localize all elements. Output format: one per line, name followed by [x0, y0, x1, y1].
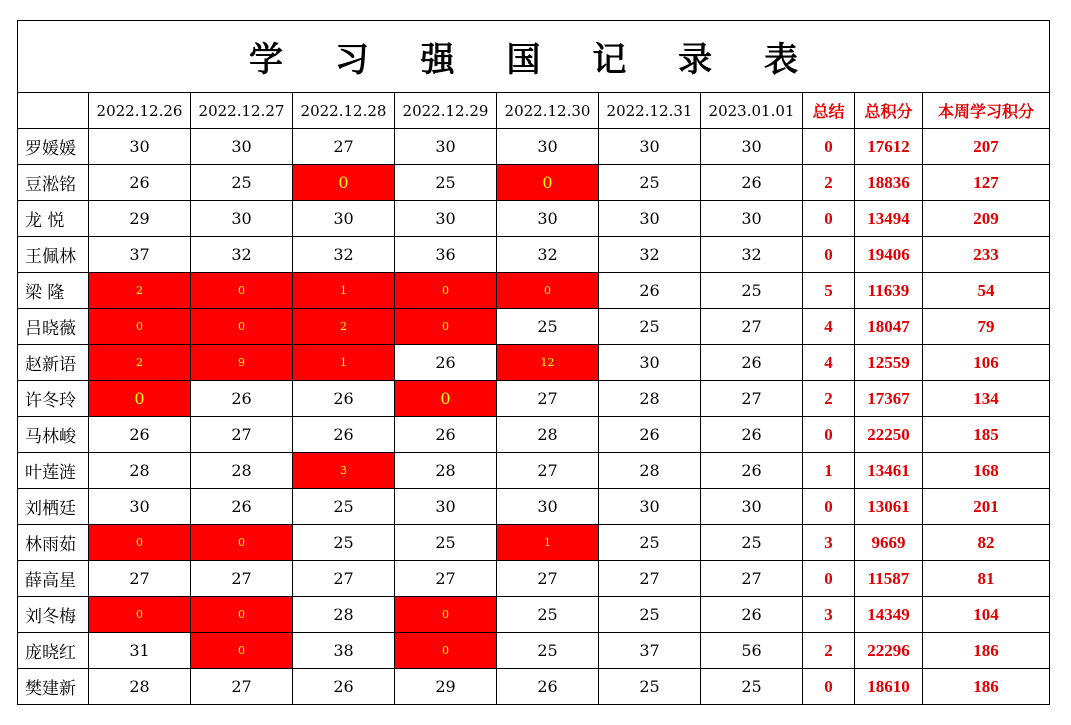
- total-points-cell: 11587: [855, 561, 923, 597]
- daily-score-cell: 30: [599, 489, 701, 525]
- daily-score-cell: 32: [701, 237, 803, 273]
- daily-score-cell: 0: [497, 165, 599, 201]
- daily-score-cell: 26: [293, 669, 395, 705]
- weekly-points-cell: 185: [923, 417, 1050, 453]
- summary-cell: 3: [803, 525, 855, 561]
- daily-score-cell: 32: [191, 237, 293, 273]
- daily-score-cell: 25: [395, 525, 497, 561]
- daily-score-cell: 26: [701, 417, 803, 453]
- weekly-points-cell: 81: [923, 561, 1050, 597]
- total-points-cell: 22250: [855, 417, 923, 453]
- header-summary: 总结: [803, 93, 855, 129]
- daily-score-cell: 1: [293, 345, 395, 381]
- weekly-points-cell: 186: [923, 669, 1050, 705]
- header-weekly-points: 本周学习积分: [923, 93, 1050, 129]
- daily-score-cell: 2: [293, 309, 395, 345]
- daily-score-cell: 0: [191, 597, 293, 633]
- daily-score-cell: 27: [701, 309, 803, 345]
- total-points-cell: 17367: [855, 381, 923, 417]
- daily-score-cell: 28: [293, 597, 395, 633]
- daily-score-cell: 28: [89, 453, 191, 489]
- table-row: [18, 669, 1050, 705]
- total-points-cell: 14349: [855, 597, 923, 633]
- student-name: 许冬玲: [18, 381, 89, 417]
- summary-cell: 5: [803, 273, 855, 309]
- summary-cell: 3: [803, 597, 855, 633]
- student-name: 豆淞铭: [18, 165, 89, 201]
- daily-score-cell: 37: [599, 633, 701, 669]
- daily-score-cell: 25: [599, 669, 701, 705]
- daily-score-cell: 27: [701, 381, 803, 417]
- summary-cell: 4: [803, 309, 855, 345]
- total-points-cell: 13061: [855, 489, 923, 525]
- header-date: 2022.12.28: [293, 93, 395, 129]
- summary-cell: 0: [803, 417, 855, 453]
- weekly-points-cell: 186: [923, 633, 1050, 669]
- header-date: 2023.01.01: [701, 93, 803, 129]
- total-points-cell: 9669: [855, 525, 923, 561]
- table-row: [18, 561, 1050, 597]
- table-row: [18, 417, 1050, 453]
- weekly-points-cell: 104: [923, 597, 1050, 633]
- table-row: [18, 345, 1050, 381]
- student-name: 罗媛媛: [18, 129, 89, 165]
- daily-score-cell: 3: [293, 453, 395, 489]
- daily-score-cell: 29: [395, 669, 497, 705]
- table-row: [18, 129, 1050, 165]
- daily-score-cell: 30: [599, 129, 701, 165]
- daily-score-cell: 32: [293, 237, 395, 273]
- daily-score-cell: 56: [701, 633, 803, 669]
- daily-score-cell: 26: [701, 165, 803, 201]
- student-name: 刘栖廷: [18, 489, 89, 525]
- daily-score-cell: 27: [497, 381, 599, 417]
- summary-cell: 0: [803, 201, 855, 237]
- daily-score-cell: 26: [89, 165, 191, 201]
- daily-score-cell: 28: [89, 669, 191, 705]
- table-row: [18, 201, 1050, 237]
- table-row: [18, 165, 1050, 201]
- daily-score-cell: 30: [599, 345, 701, 381]
- weekly-points-cell: 54: [923, 273, 1050, 309]
- weekly-points-cell: 106: [923, 345, 1050, 381]
- student-name: 龙 悦: [18, 201, 89, 237]
- daily-score-cell: 0: [395, 597, 497, 633]
- daily-score-cell: 27: [293, 129, 395, 165]
- daily-score-cell: 27: [191, 669, 293, 705]
- daily-score-cell: 26: [395, 417, 497, 453]
- daily-score-cell: 27: [497, 561, 599, 597]
- daily-score-cell: 29: [89, 201, 191, 237]
- daily-score-cell: 0: [395, 633, 497, 669]
- summary-cell: 2: [803, 165, 855, 201]
- daily-score-cell: 25: [191, 165, 293, 201]
- weekly-points-cell: 168: [923, 453, 1050, 489]
- daily-score-cell: 26: [89, 417, 191, 453]
- weekly-points-cell: 82: [923, 525, 1050, 561]
- student-name: 樊建新: [18, 669, 89, 705]
- daily-score-cell: 0: [191, 633, 293, 669]
- daily-score-cell: 30: [293, 201, 395, 237]
- student-name: 叶莲涟: [18, 453, 89, 489]
- daily-score-cell: 26: [701, 597, 803, 633]
- weekly-points-cell: 79: [923, 309, 1050, 345]
- daily-score-cell: 9: [191, 345, 293, 381]
- daily-score-cell: 26: [293, 381, 395, 417]
- summary-cell: 0: [803, 669, 855, 705]
- summary-cell: 4: [803, 345, 855, 381]
- student-name: 林雨茹: [18, 525, 89, 561]
- daily-score-cell: 0: [89, 381, 191, 417]
- student-name: 梁 隆: [18, 273, 89, 309]
- table-row: [18, 453, 1050, 489]
- daily-score-cell: 25: [599, 309, 701, 345]
- daily-score-cell: 27: [89, 561, 191, 597]
- total-points-cell: 18836: [855, 165, 923, 201]
- summary-cell: 1: [803, 453, 855, 489]
- total-points-cell: 11639: [855, 273, 923, 309]
- daily-score-cell: 28: [191, 453, 293, 489]
- table-row: [18, 633, 1050, 669]
- daily-score-cell: 27: [599, 561, 701, 597]
- daily-score-cell: 30: [701, 129, 803, 165]
- student-name: 刘冬梅: [18, 597, 89, 633]
- daily-score-cell: 30: [599, 201, 701, 237]
- daily-score-cell: 25: [293, 489, 395, 525]
- daily-score-cell: 26: [599, 417, 701, 453]
- student-name: 王佩林: [18, 237, 89, 273]
- table-row: [18, 525, 1050, 561]
- daily-score-cell: 1: [497, 525, 599, 561]
- daily-score-cell: 27: [293, 561, 395, 597]
- total-points-cell: 18610: [855, 669, 923, 705]
- weekly-points-cell: 134: [923, 381, 1050, 417]
- daily-score-cell: 28: [497, 417, 599, 453]
- total-points-cell: 12559: [855, 345, 923, 381]
- daily-score-cell: 25: [701, 525, 803, 561]
- daily-score-cell: 28: [599, 453, 701, 489]
- total-points-cell: 19406: [855, 237, 923, 273]
- daily-score-cell: 27: [497, 453, 599, 489]
- daily-score-cell: 25: [701, 273, 803, 309]
- daily-score-cell: 30: [191, 201, 293, 237]
- summary-cell: 2: [803, 633, 855, 669]
- student-name: 薛高星: [18, 561, 89, 597]
- daily-score-cell: 0: [89, 525, 191, 561]
- header-date: 2022.12.27: [191, 93, 293, 129]
- daily-score-cell: 26: [497, 669, 599, 705]
- daily-score-cell: 36: [395, 237, 497, 273]
- daily-score-cell: 0: [293, 165, 395, 201]
- daily-score-cell: 30: [497, 129, 599, 165]
- table-row: [18, 309, 1050, 345]
- daily-score-cell: 0: [89, 309, 191, 345]
- student-name: 庞晓红: [18, 633, 89, 669]
- header-date: 2022.12.30: [497, 93, 599, 129]
- daily-score-cell: 25: [497, 597, 599, 633]
- daily-score-cell: 0: [191, 525, 293, 561]
- total-points-cell: 13494: [855, 201, 923, 237]
- daily-score-cell: 30: [395, 129, 497, 165]
- student-name: 马林峻: [18, 417, 89, 453]
- student-name: 赵新语: [18, 345, 89, 381]
- daily-score-cell: 30: [497, 489, 599, 525]
- daily-score-cell: 31: [89, 633, 191, 669]
- daily-score-cell: 26: [191, 489, 293, 525]
- daily-score-cell: 30: [395, 201, 497, 237]
- daily-score-cell: 27: [701, 561, 803, 597]
- weekly-points-cell: 209: [923, 201, 1050, 237]
- weekly-points-cell: 233: [923, 237, 1050, 273]
- daily-score-cell: 0: [191, 309, 293, 345]
- daily-score-cell: 0: [395, 309, 497, 345]
- daily-score-cell: 30: [497, 201, 599, 237]
- summary-cell: 0: [803, 129, 855, 165]
- header-date: 2022.12.26: [89, 93, 191, 129]
- daily-score-cell: 25: [599, 165, 701, 201]
- daily-score-cell: 38: [293, 633, 395, 669]
- daily-score-cell: 0: [497, 273, 599, 309]
- daily-score-cell: 30: [89, 129, 191, 165]
- daily-score-cell: 37: [89, 237, 191, 273]
- daily-score-cell: 30: [701, 489, 803, 525]
- header-date: 2022.12.31: [599, 93, 701, 129]
- daily-score-cell: 25: [599, 597, 701, 633]
- daily-score-cell: 25: [497, 633, 599, 669]
- daily-score-cell: 0: [89, 597, 191, 633]
- summary-cell: 0: [803, 489, 855, 525]
- daily-score-cell: 26: [599, 273, 701, 309]
- daily-score-cell: 27: [395, 561, 497, 597]
- daily-score-cell: 0: [395, 381, 497, 417]
- daily-score-cell: 30: [395, 489, 497, 525]
- weekly-points-cell: 207: [923, 129, 1050, 165]
- header-date: 2022.12.29: [395, 93, 497, 129]
- daily-score-cell: 12: [497, 345, 599, 381]
- daily-score-cell: 28: [599, 381, 701, 417]
- daily-score-cell: 2: [89, 273, 191, 309]
- daily-score-cell: 27: [191, 561, 293, 597]
- daily-score-cell: 26: [191, 381, 293, 417]
- daily-score-cell: 27: [191, 417, 293, 453]
- weekly-points-cell: 127: [923, 165, 1050, 201]
- record-table: [17, 20, 1050, 705]
- total-points-cell: 18047: [855, 309, 923, 345]
- daily-score-cell: 25: [599, 525, 701, 561]
- daily-score-cell: 2: [89, 345, 191, 381]
- total-points-cell: 17612: [855, 129, 923, 165]
- daily-score-cell: 30: [89, 489, 191, 525]
- header-row: [18, 93, 1050, 129]
- total-points-cell: 13461: [855, 453, 923, 489]
- table-row: [18, 489, 1050, 525]
- table-row: [18, 597, 1050, 633]
- header-total-points: 总积分: [855, 93, 923, 129]
- daily-score-cell: 25: [293, 525, 395, 561]
- daily-score-cell: 25: [497, 309, 599, 345]
- daily-score-cell: 0: [191, 273, 293, 309]
- daily-score-cell: 26: [701, 345, 803, 381]
- page-title: 学 习 强 国 记 录 表: [18, 21, 1050, 93]
- table-row: [18, 273, 1050, 309]
- daily-score-cell: 0: [395, 273, 497, 309]
- header-name: [18, 93, 89, 129]
- daily-score-cell: 1: [293, 273, 395, 309]
- table-row: [18, 237, 1050, 273]
- summary-cell: 0: [803, 237, 855, 273]
- student-name: 吕晓薇: [18, 309, 89, 345]
- daily-score-cell: 26: [701, 453, 803, 489]
- weekly-points-cell: 201: [923, 489, 1050, 525]
- summary-cell: 0: [803, 561, 855, 597]
- daily-score-cell: 28: [395, 453, 497, 489]
- daily-score-cell: 25: [701, 669, 803, 705]
- daily-score-cell: 25: [395, 165, 497, 201]
- table-body: [18, 129, 1050, 705]
- summary-cell: 2: [803, 381, 855, 417]
- daily-score-cell: 30: [191, 129, 293, 165]
- daily-score-cell: 26: [395, 345, 497, 381]
- table-row: [18, 381, 1050, 417]
- daily-score-cell: 26: [293, 417, 395, 453]
- total-points-cell: 22296: [855, 633, 923, 669]
- daily-score-cell: 30: [701, 201, 803, 237]
- daily-score-cell: 32: [599, 237, 701, 273]
- daily-score-cell: 32: [497, 237, 599, 273]
